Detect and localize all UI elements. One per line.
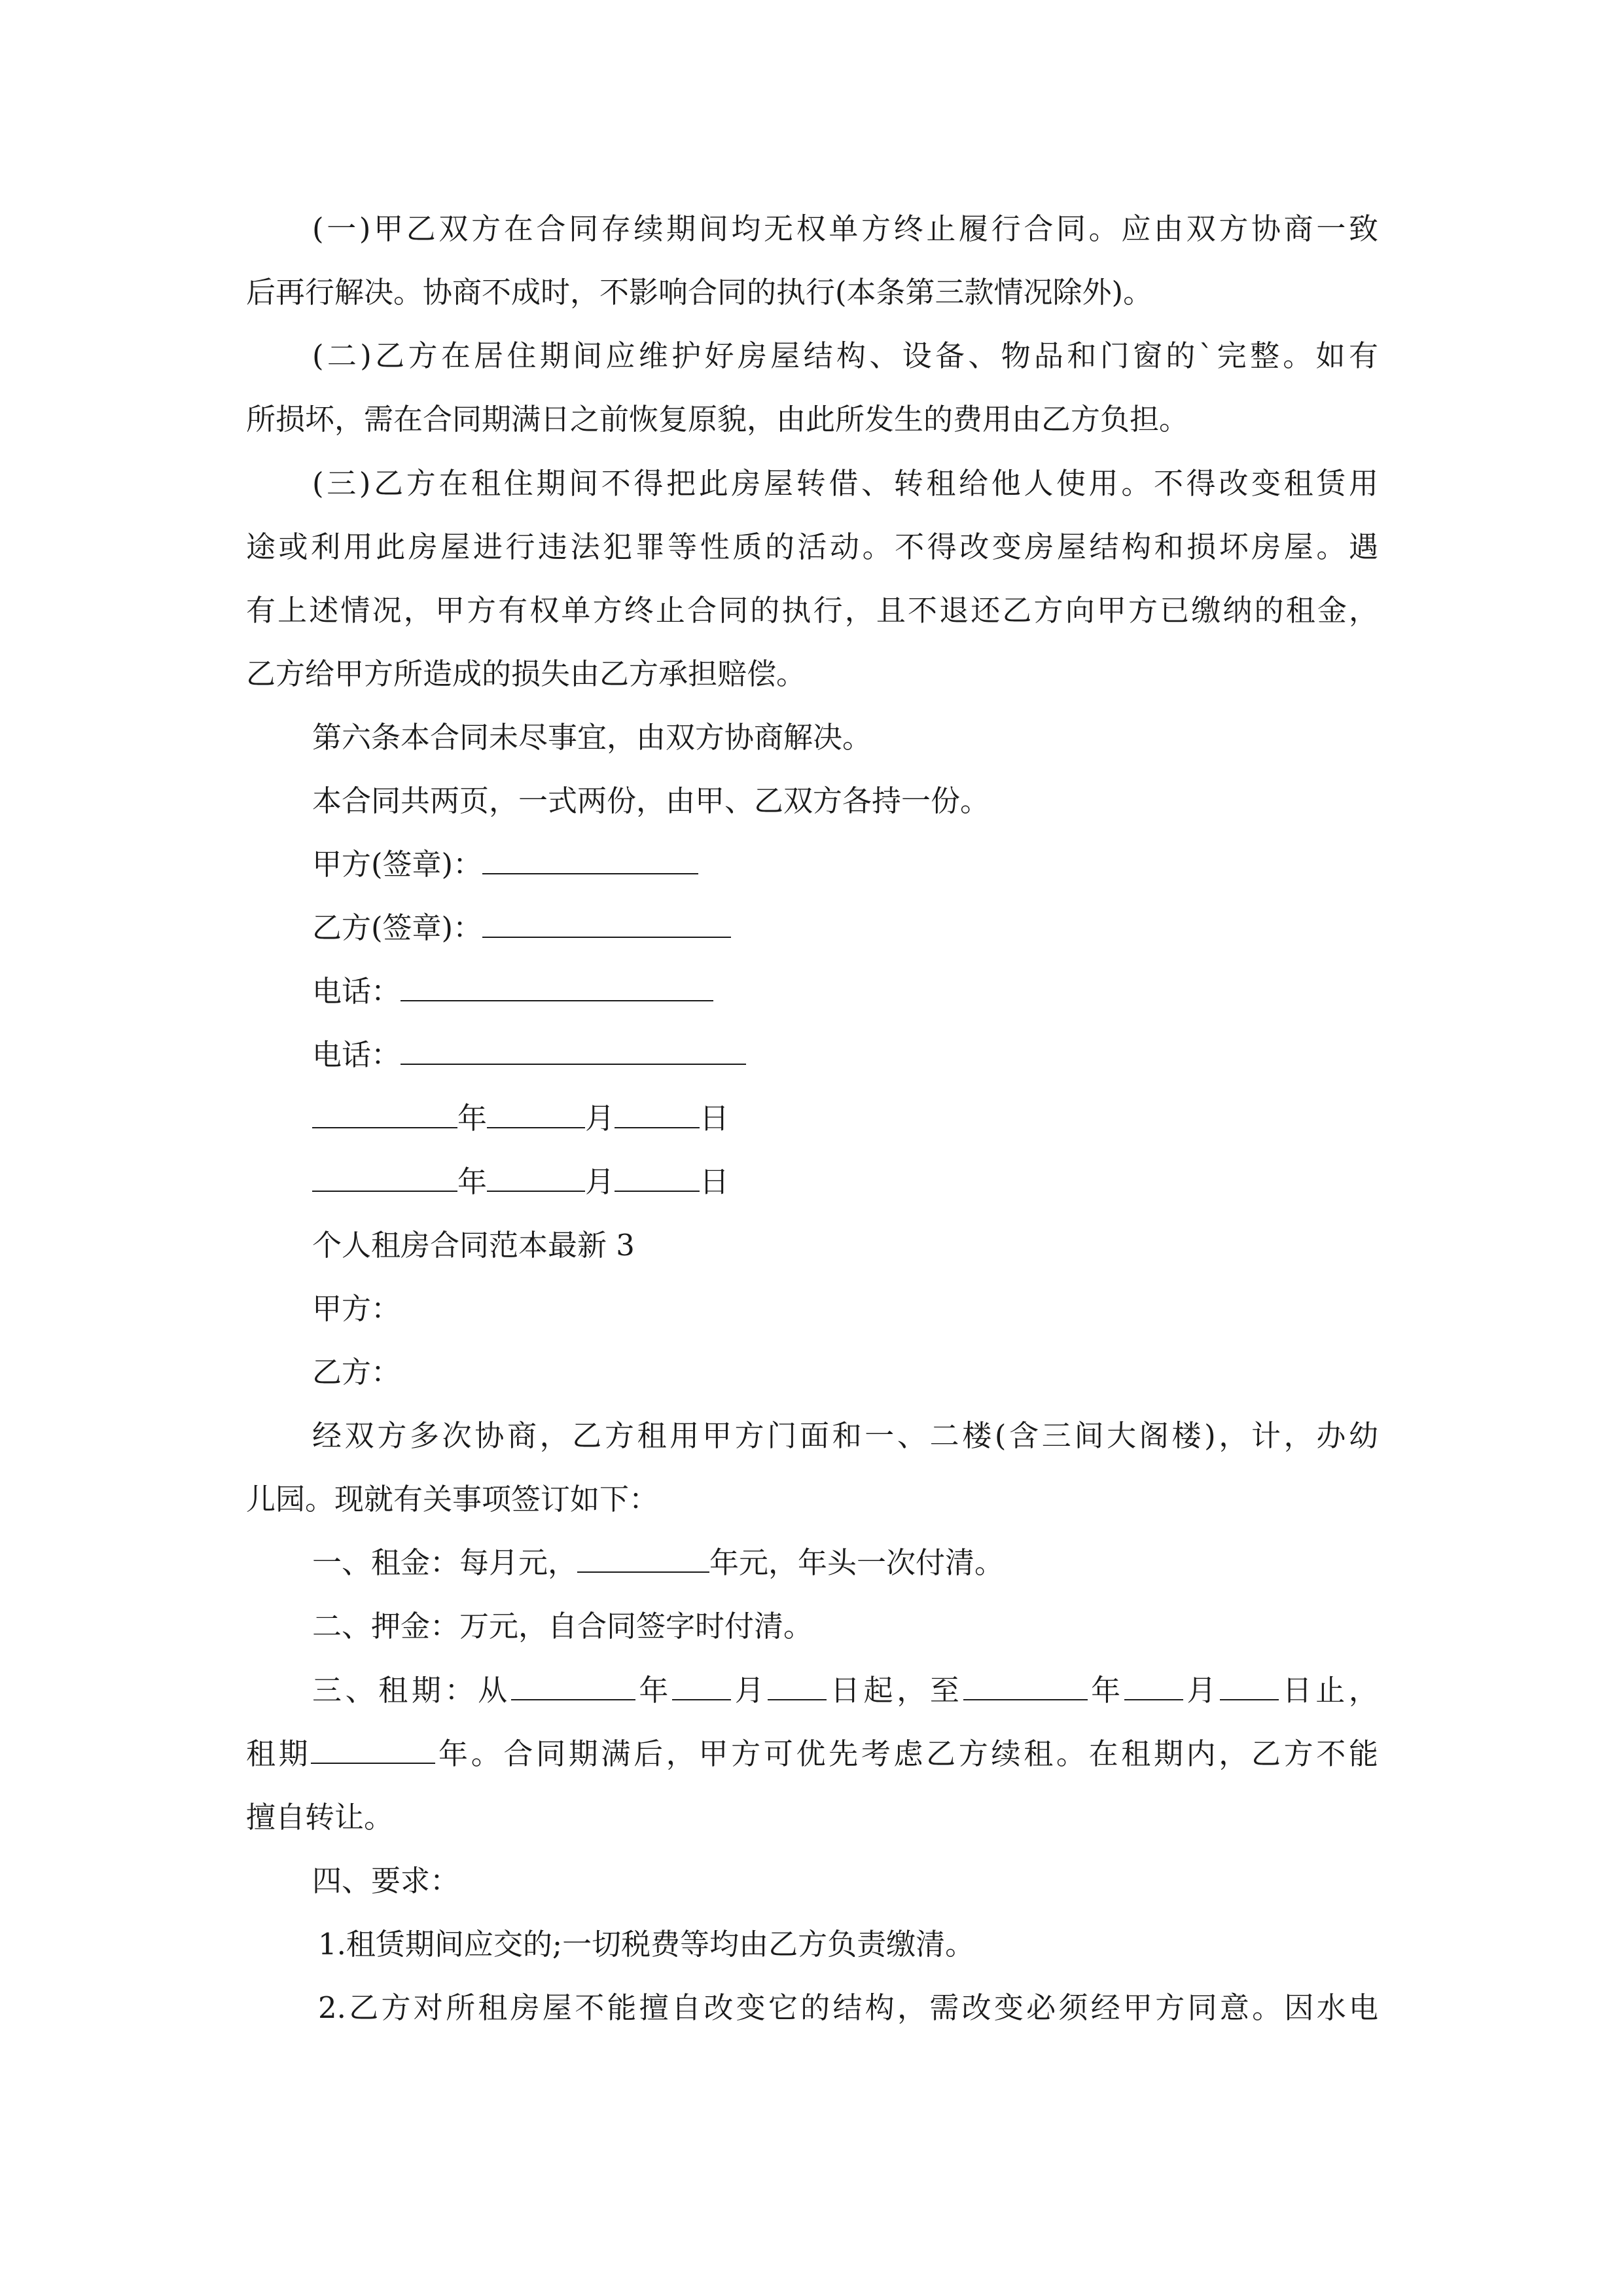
fill-in-blank <box>482 913 731 938</box>
line-segment: 甲方(签章)： <box>312 847 483 882</box>
text-line: 后再行解决。协商不成时，不影响合同的执行(本条第三款情况除外)。 <box>246 275 1153 310</box>
text-line <box>312 902 1378 954</box>
text-line: 经双方多次协商，乙方租用甲方门面和一、二楼(含三间大阁楼)，计，办幼 <box>312 1418 1378 1453</box>
fill-in-blank <box>511 1676 635 1700</box>
text-line: 本合同共两页，一式两份，由甲、乙双方各持一份。 <box>312 783 990 818</box>
text-line: 个人租房合同范本最新 3 <box>312 1228 635 1263</box>
text-line: 乙方： <box>312 1355 401 1390</box>
line-segment: 电话： <box>312 1037 401 1072</box>
fill-in-blank <box>963 1676 1088 1700</box>
text-line: 有上述情况，甲方有权单方终止合同的执行，且不退还乙方向甲方已缴纳的租金， <box>246 593 1378 628</box>
line-segment: 电话： <box>312 974 401 1009</box>
line-segment: 月 <box>731 1673 768 1708</box>
line-segment: 年 <box>457 1101 488 1136</box>
text-line: (二)乙方在居住期间应维护好房屋结构、设备、物品和门窗的`完整。如有 <box>312 338 1378 373</box>
line-segment: 租期 <box>246 1736 312 1771</box>
text-line: 擅自转让。 <box>246 1800 394 1835</box>
fill-in-blank <box>1124 1676 1183 1700</box>
line-segment: 月 <box>1183 1673 1221 1708</box>
line-segment: 年 <box>457 1164 488 1199</box>
text-line <box>312 965 1378 1018</box>
text-line <box>312 838 1378 891</box>
fill-in-blank <box>487 1103 585 1128</box>
text-line <box>312 1029 1378 1081</box>
line-segment: 年元，年头一次付清。 <box>709 1545 1005 1580</box>
fill-in-blank <box>401 977 713 1001</box>
text-line: 第六条本合同未尽事宜，由双方协商解决。 <box>312 720 872 755</box>
text-line <box>312 1092 1378 1145</box>
text-line: 所损坏，需在合同期满日之前恢复原貌，由此所发生的费用由乙方负担。 <box>246 402 1189 437</box>
text-line <box>246 1728 1378 1780</box>
text-line: 四、要求： <box>312 1863 460 1898</box>
line-segment: 年 <box>635 1673 673 1708</box>
line-segment: 一、租金：每月元， <box>312 1545 578 1580</box>
line-segment: 日止， <box>1279 1673 1378 1708</box>
line-segment: 乙方(签章)： <box>312 910 483 945</box>
fill-in-blank <box>482 850 698 874</box>
fill-in-blank <box>577 1548 709 1573</box>
fill-in-blank <box>312 1167 457 1192</box>
line-segment: 三、租期：从 <box>312 1673 511 1708</box>
text-line <box>312 1156 1378 1208</box>
text-line: 2.乙方对所租房屋不能擅自改变它的结构，需改变必须经甲方同意。因水电 <box>318 1990 1378 2025</box>
text-line: 1.租赁期间应交的;一切税费等均由乙方负责缴清。 <box>318 1927 975 1962</box>
line-segment: 年。合同期满后，甲方可优先考虑乙方续租。在租期内，乙方不能 <box>435 1736 1378 1771</box>
line-segment: 年 <box>1087 1673 1124 1708</box>
text-line: (一)甲乙双方在合同存续期间均无权单方终止履行合同。应由双方协商一致 <box>312 211 1378 246</box>
fill-in-blank <box>672 1676 731 1700</box>
text-line <box>312 1664 1378 1717</box>
fill-in-blank <box>311 1739 435 1764</box>
fill-in-blank <box>1220 1676 1279 1700</box>
text-line <box>312 1537 1378 1589</box>
fill-in-blank <box>615 1167 700 1192</box>
text-line: 乙方给甲方所造成的损失由乙方承担赔偿。 <box>246 656 806 691</box>
line-segment: 月 <box>585 1164 615 1199</box>
text-line: 二、押金：万元，自合同签字时付清。 <box>312 1609 813 1643</box>
fill-in-blank <box>615 1103 700 1128</box>
text-line: 甲方： <box>312 1291 401 1326</box>
fill-in-blank <box>487 1167 585 1192</box>
text-line: (三)乙方在租住期间不得把此房屋转借、转租给他人使用。不得改变租赁用 <box>312 466 1378 501</box>
fill-in-blank <box>312 1103 457 1128</box>
text-line: 儿园。现就有关事项签订如下： <box>246 1482 659 1516</box>
line-segment: 日 <box>700 1101 730 1136</box>
line-segment: 日起，至 <box>827 1673 963 1708</box>
line-segment: 日 <box>700 1164 730 1199</box>
fill-in-blank <box>401 1040 746 1065</box>
text-line: 途或利用此房屋进行违法犯罪等性质的活动。不得改变房屋结构和损坏房屋。遇 <box>246 529 1378 564</box>
fill-in-blank <box>768 1676 827 1700</box>
line-segment: 月 <box>585 1101 615 1136</box>
